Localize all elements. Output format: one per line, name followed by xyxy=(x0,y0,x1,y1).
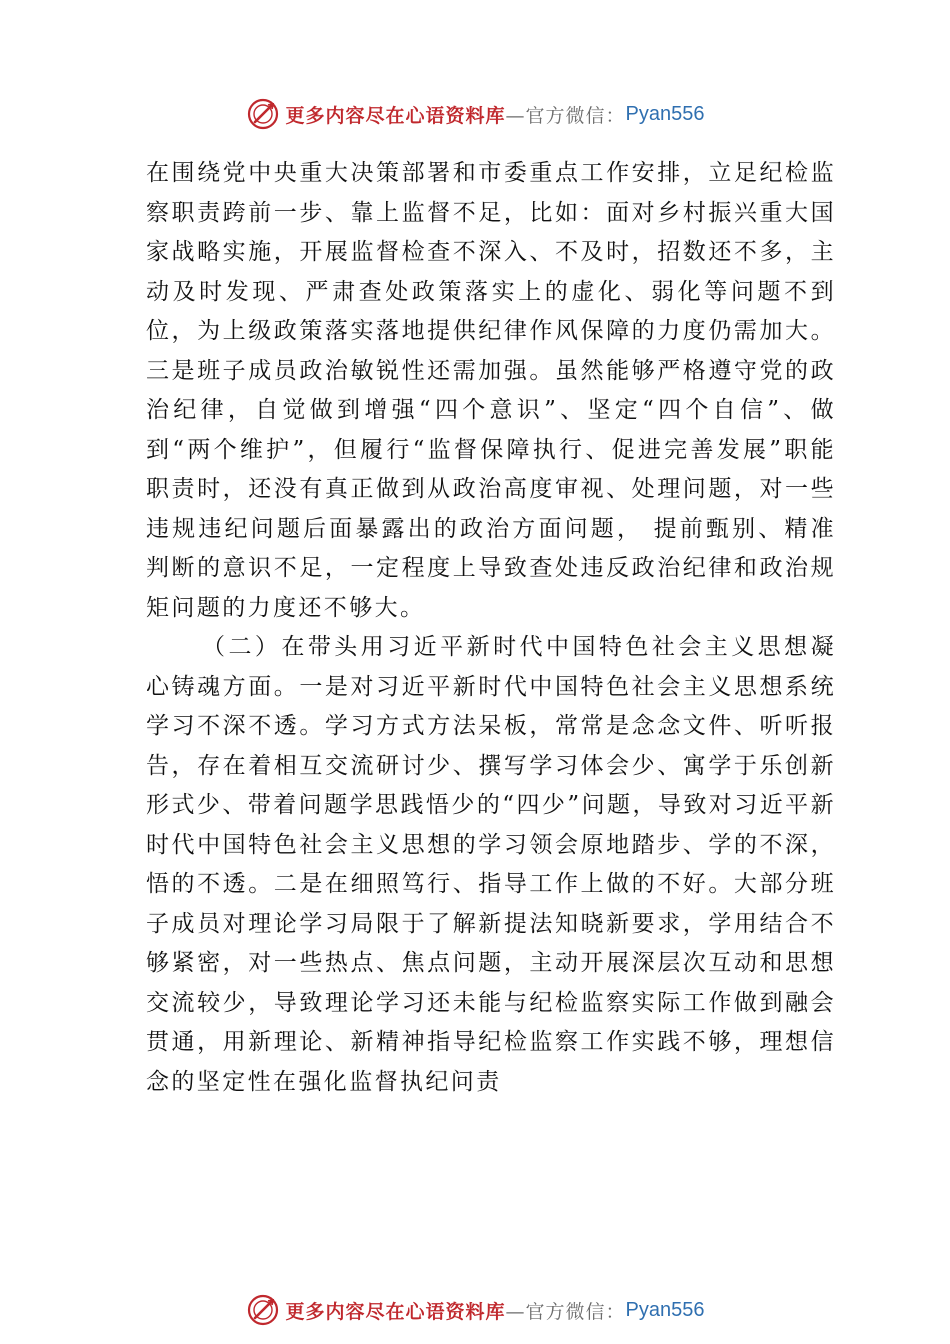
header-text-wechat: Pyan556 xyxy=(625,102,705,125)
footer-text-gray: —官方微信： xyxy=(505,1300,626,1323)
paragraph-1: 在围绕党中央重大决策部署和市委重点工作安排，立足纪检监察职责跨前一步、靠上监督不足，比如：面对乡村振兴重大国家战略实施，开展监督检查不深入、不及时，招数还不多，主动及时发现、严肃查处政策落实上的虚化、弱化等问题不到位，为上级政策落实落地提供纪律作风保障的力度仍需加大。三是班子成员政治敏锐性还需加强。虽然能够严格遵守党的政治纪律，自觉做到增强“四个意识”、坚定“四个自信”、做到“两个维护”，但履行“监督保障执行、促进完善发展”职能职责时，还没有真正做到从政治高度审视、处理问题，对一些违规违纪问题后面暴露出的政治方面问题， 提前甄别、精准判断的意识不足，一定程度上导致查处违反政治纪律和政治规矩问题的力度还不够大。 xyxy=(146,160,836,621)
header-text-red: 更多内容尽在心语资料库 xyxy=(285,104,506,127)
paragraph-2: （二）在带头用习近平新时代中国特色社会主义思想凝心铸魂方面。一是对习近平新时代中国特色社会主义思想系统学习不深不透。学习方式方法呆板，常常是念念文件、听听报告，存在着相互交流研讨少、撰写学习体会少、寓学于乐创新形式少、带着问题学思践悟少的“四少”问题，导致对习近平新时代中国特色社会主义思想的学习领会原地踏步、学的不深，悟的不透。二是在细照笃行、指导工作上做的不好。大部分班子成员对理论学习局限于了解新提法知晓新要求，学用结合不够紧密，对一些热点、焦点问题，主动开展深层次互动和思想交流较少，导致理论学习还未能与纪检监察实际工作做到融会贯通，用新理论、新精神指导纪检监察工作实践不够，理想信念的坚定性在强化监督执纪问责 xyxy=(146,634,836,1095)
logo-icon xyxy=(246,97,280,131)
footer-text-red: 更多内容尽在心语资料库 xyxy=(285,1300,506,1323)
footer-text-wechat: Pyan556 xyxy=(625,1298,705,1321)
footer-banner xyxy=(0,1290,950,1330)
header-banner xyxy=(0,94,950,134)
logo-icon xyxy=(246,1293,280,1327)
document-body xyxy=(146,154,836,1102)
header-text-gray: —官方微信： xyxy=(505,104,626,127)
